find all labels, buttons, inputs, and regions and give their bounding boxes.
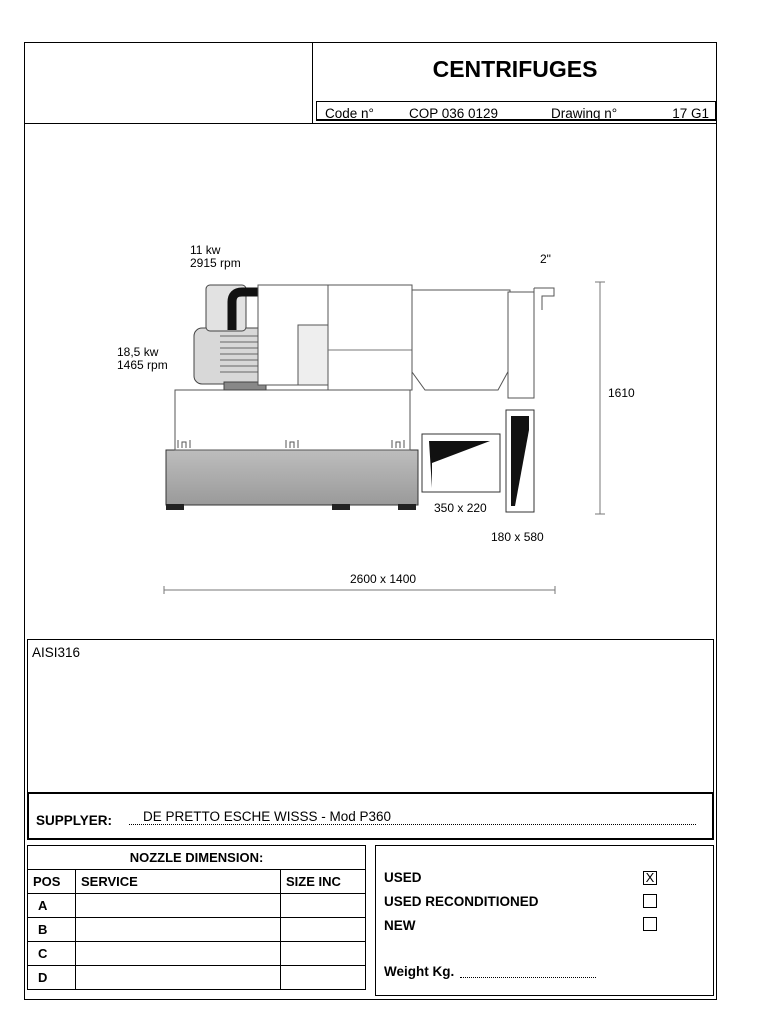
machine-frame — [175, 390, 410, 450]
drawing-label: Drawing n° — [551, 106, 618, 121]
bowl-housing — [328, 285, 412, 390]
nozzle-row-service[interactable] — [76, 894, 281, 918]
nozzle-table-title: NOZZLE DIMENSION: — [28, 846, 366, 870]
nozzle-row-pos: D — [28, 966, 76, 990]
top-motor-spec — [190, 244, 241, 270]
condition-box — [375, 845, 714, 996]
used-reconditioned-label: USED RECONDITIONED — [384, 894, 539, 909]
supplier-value: DE PRETTO ESCHE WISSS - Mod P360 — [143, 809, 392, 824]
used-checkbox[interactable]: X — [643, 871, 657, 885]
supplier-box — [27, 792, 714, 840]
nozzle-row-service[interactable] — [76, 966, 281, 990]
code-bar — [316, 101, 716, 121]
outlet-pipe-2in — [534, 288, 554, 310]
footprint-label: 2600 x 1400 — [350, 572, 417, 586]
centrifuge-drawing — [100, 230, 660, 610]
foot-right — [398, 504, 416, 510]
code-value: COP 036 0129 — [409, 106, 499, 121]
main-motor-power: 18,5 kw — [117, 345, 159, 359]
main-motor-speed: 1465 rpm — [117, 358, 168, 372]
outlet-chute — [508, 292, 534, 398]
nozzle-table — [27, 845, 366, 990]
height-dimension-line — [595, 282, 605, 514]
weight-label: Weight Kg. — [384, 964, 455, 979]
foot-left — [166, 504, 184, 510]
nozzle-header-pos: POS — [28, 870, 76, 894]
drawing-value: 17 G1 — [672, 106, 709, 121]
nozzle-row-size[interactable] — [281, 894, 366, 918]
nozzle-row-pos: C — [28, 942, 76, 966]
material-box — [27, 639, 714, 793]
nozzle-row-size[interactable] — [281, 918, 366, 942]
height-dimension-label: 1610 — [608, 386, 635, 400]
weight-dotted-line[interactable] — [460, 977, 596, 978]
new-label: NEW — [384, 918, 416, 933]
sheet-title: CENTRIFUGES — [432, 56, 598, 82]
nozzle-row-service[interactable] — [76, 942, 281, 966]
main-motor-spec — [117, 346, 168, 372]
nozzle-row-pos: B — [28, 918, 76, 942]
code-label: Code n° — [325, 106, 374, 121]
flange-a-label: 350 x 220 — [434, 501, 487, 515]
used-label: USED — [384, 870, 422, 885]
discharge-hopper — [412, 290, 510, 390]
nozzle-header-size: SIZE INC — [281, 870, 366, 894]
material-value: AISI316 — [32, 645, 81, 660]
nozzle-row-size[interactable] — [281, 966, 366, 990]
base-skid — [166, 450, 418, 505]
outlet-size-label: 2" — [540, 252, 551, 266]
new-checkbox[interactable] — [643, 917, 657, 931]
nozzle-row-pos: A — [28, 894, 76, 918]
nozzle-row-service[interactable] — [76, 918, 281, 942]
supplier-label: SUPPLYER: — [36, 813, 113, 828]
header-divider — [24, 123, 717, 124]
flange-b-label: 180 x 580 — [491, 530, 544, 544]
width-dimension-line — [164, 586, 555, 594]
supplier-dotted-line — [129, 824, 696, 825]
foot-middle — [332, 504, 350, 510]
top-motor-power: 11 kw — [190, 243, 221, 257]
used-reconditioned-checkbox[interactable] — [643, 894, 657, 908]
top-motor-speed: 2915 rpm — [190, 256, 241, 270]
nozzle-header-service: SERVICE — [76, 870, 281, 894]
nozzle-row-size[interactable] — [281, 942, 366, 966]
